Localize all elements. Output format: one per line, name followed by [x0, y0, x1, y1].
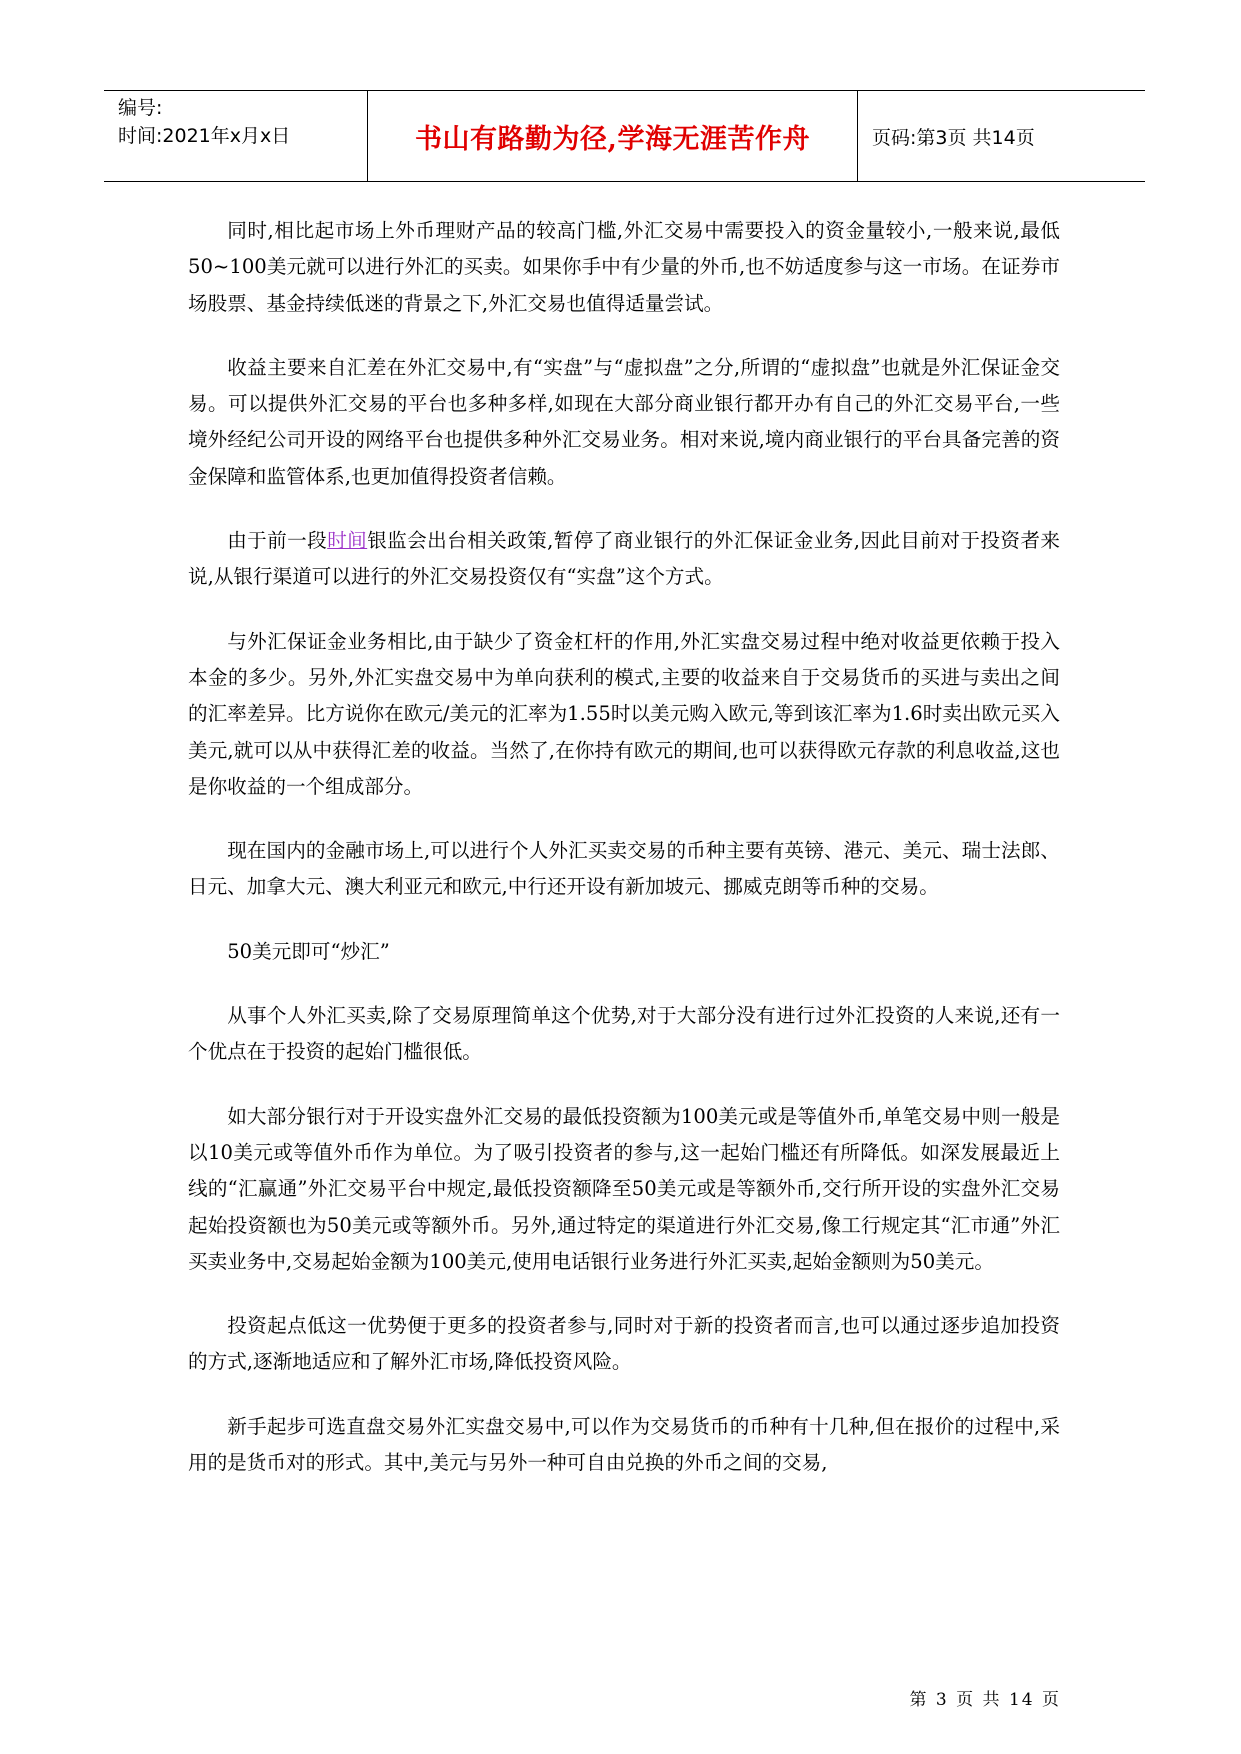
header-meta-cell [104, 91, 368, 181]
paragraph: 与外汇保证金业务相比,由于缺少了资金杠杆的作用,外汇实盘交易过程中绝对收益更依赖于投入本金的多少。另外,外汇实盘交易中为单向获利的模式,主要的收益来自于交易货币的买进与卖出之间的汇率差异。比方说你在欧元/美元的汇率为1.55时以美元购入欧元,等到该汇率为1.6时卖出欧元买入美元,就可以从中获得汇差的收益。当然了,在你持有欧元的期间,也可以获得欧元存款的利息收益,这也是你收益的一个组成部分。 [188, 629, 1060, 798]
document-number-label: 编号: [118, 97, 163, 119]
header-motto: 书山有路勤为径,学海无涯苦作舟 [415, 123, 810, 155]
header-page-number: 页码:第3页 共14页 [872, 126, 1035, 149]
paragraph: 新手起步可选直盘交易外汇实盘交易中,可以作为交易货币的币种有十几种,但在报价的过程中,采用的是货币对的形式。其中,美元与另外一种可自由兑换的外币之间的交易, [188, 1414, 1060, 1475]
footer-page-number: 第 3 页 共 14 页 [909, 1690, 1061, 1710]
paragraph: 如大部分银行对于开设实盘外汇交易的最低投资额为100美元或是等值外币,单笔交易中则一般是以10美元或等值外币作为单位。为了吸引投资者的参与,这一起始门槛还有所降低。如深发展最近上线的“汇赢通”外汇交易平台中规定,最低投资额降至50美元或是等额外币,交行所开设的实盘外汇交易起始投资额也为50美元或等额外币。另外,通过特定的渠道进行外汇交易,像工行规定其“汇市通”外汇买卖业务中,交易起始金额为100美元,使用电话银行业务进行外汇买卖,起始金额则为50美元。 [188, 1104, 1060, 1273]
document-time-label: 时间:2021年x月x日 [118, 125, 291, 147]
section-heading: 50美元即可“炒汇” [227, 939, 390, 963]
paragraph: 投资起点低这一优势便于更多的投资者参与,同时对于新的投资者而言,也可以通过逐步追加投资的方式,逐渐地适应和了解外汇市场,降低投资风险。 [188, 1314, 1060, 1374]
paragraph-with-link [188, 523, 1060, 596]
time-link[interactable]: 时间 [327, 529, 368, 553]
header-motto-cell [368, 91, 858, 181]
document-body [188, 213, 1060, 1509]
document-header [104, 90, 1145, 182]
paragraph-text: 银监会出台相关政策,暂停了商业银行的外汇保证金业务,因此目前对于投资者来说,从银行渠道可以进行的外汇交易投资仅有“实盘”这个方式。 [188, 529, 1060, 589]
paragraph: 现在国内的金融市场上,可以进行个人外汇买卖交易的币种主要有英镑、港元、美元、瑞士法郎、日元、加拿大元、澳大利亚元和欧元,中行还开设有新加坡元、挪威克朗等币种的交易。 [188, 839, 1060, 899]
paragraph: 收益主要来自汇差在外汇交易中,有“实盘”与“虚拟盘”之分,所谓的“虚拟盘”也就是外汇保证金交易。可以提供外汇交易的平台也多种多样,如现在大部分商业银行都开办有自己的外汇交易平台,一些境外经纪公司开设的网络平台也提供多种外汇交易业务。相对来说,境内商业银行的平台具备完善的资金保障和监管体系,也更加值得投资者信赖。 [188, 355, 1060, 488]
paragraph: 从事个人外汇买卖,除了交易原理简单这个优势,对于大部分没有进行过外汇投资的人来说,还有一个优点在于投资的起始门槛很低。 [188, 1004, 1060, 1064]
paragraph: 同时,相比起市场上外币理财产品的较高门槛,外汇交易中需要投入的资金量较小,一般来说,最低50~100美元就可以进行外汇的买卖。如果你手中有少量的外币,也不妨适度参与这一市场。在证券市场股票、基金持续低迷的背景之下,外汇交易也值得适量尝试。 [188, 219, 1060, 315]
paragraph-text: 由于前一段 [227, 529, 328, 553]
header-page-cell [858, 91, 1145, 181]
